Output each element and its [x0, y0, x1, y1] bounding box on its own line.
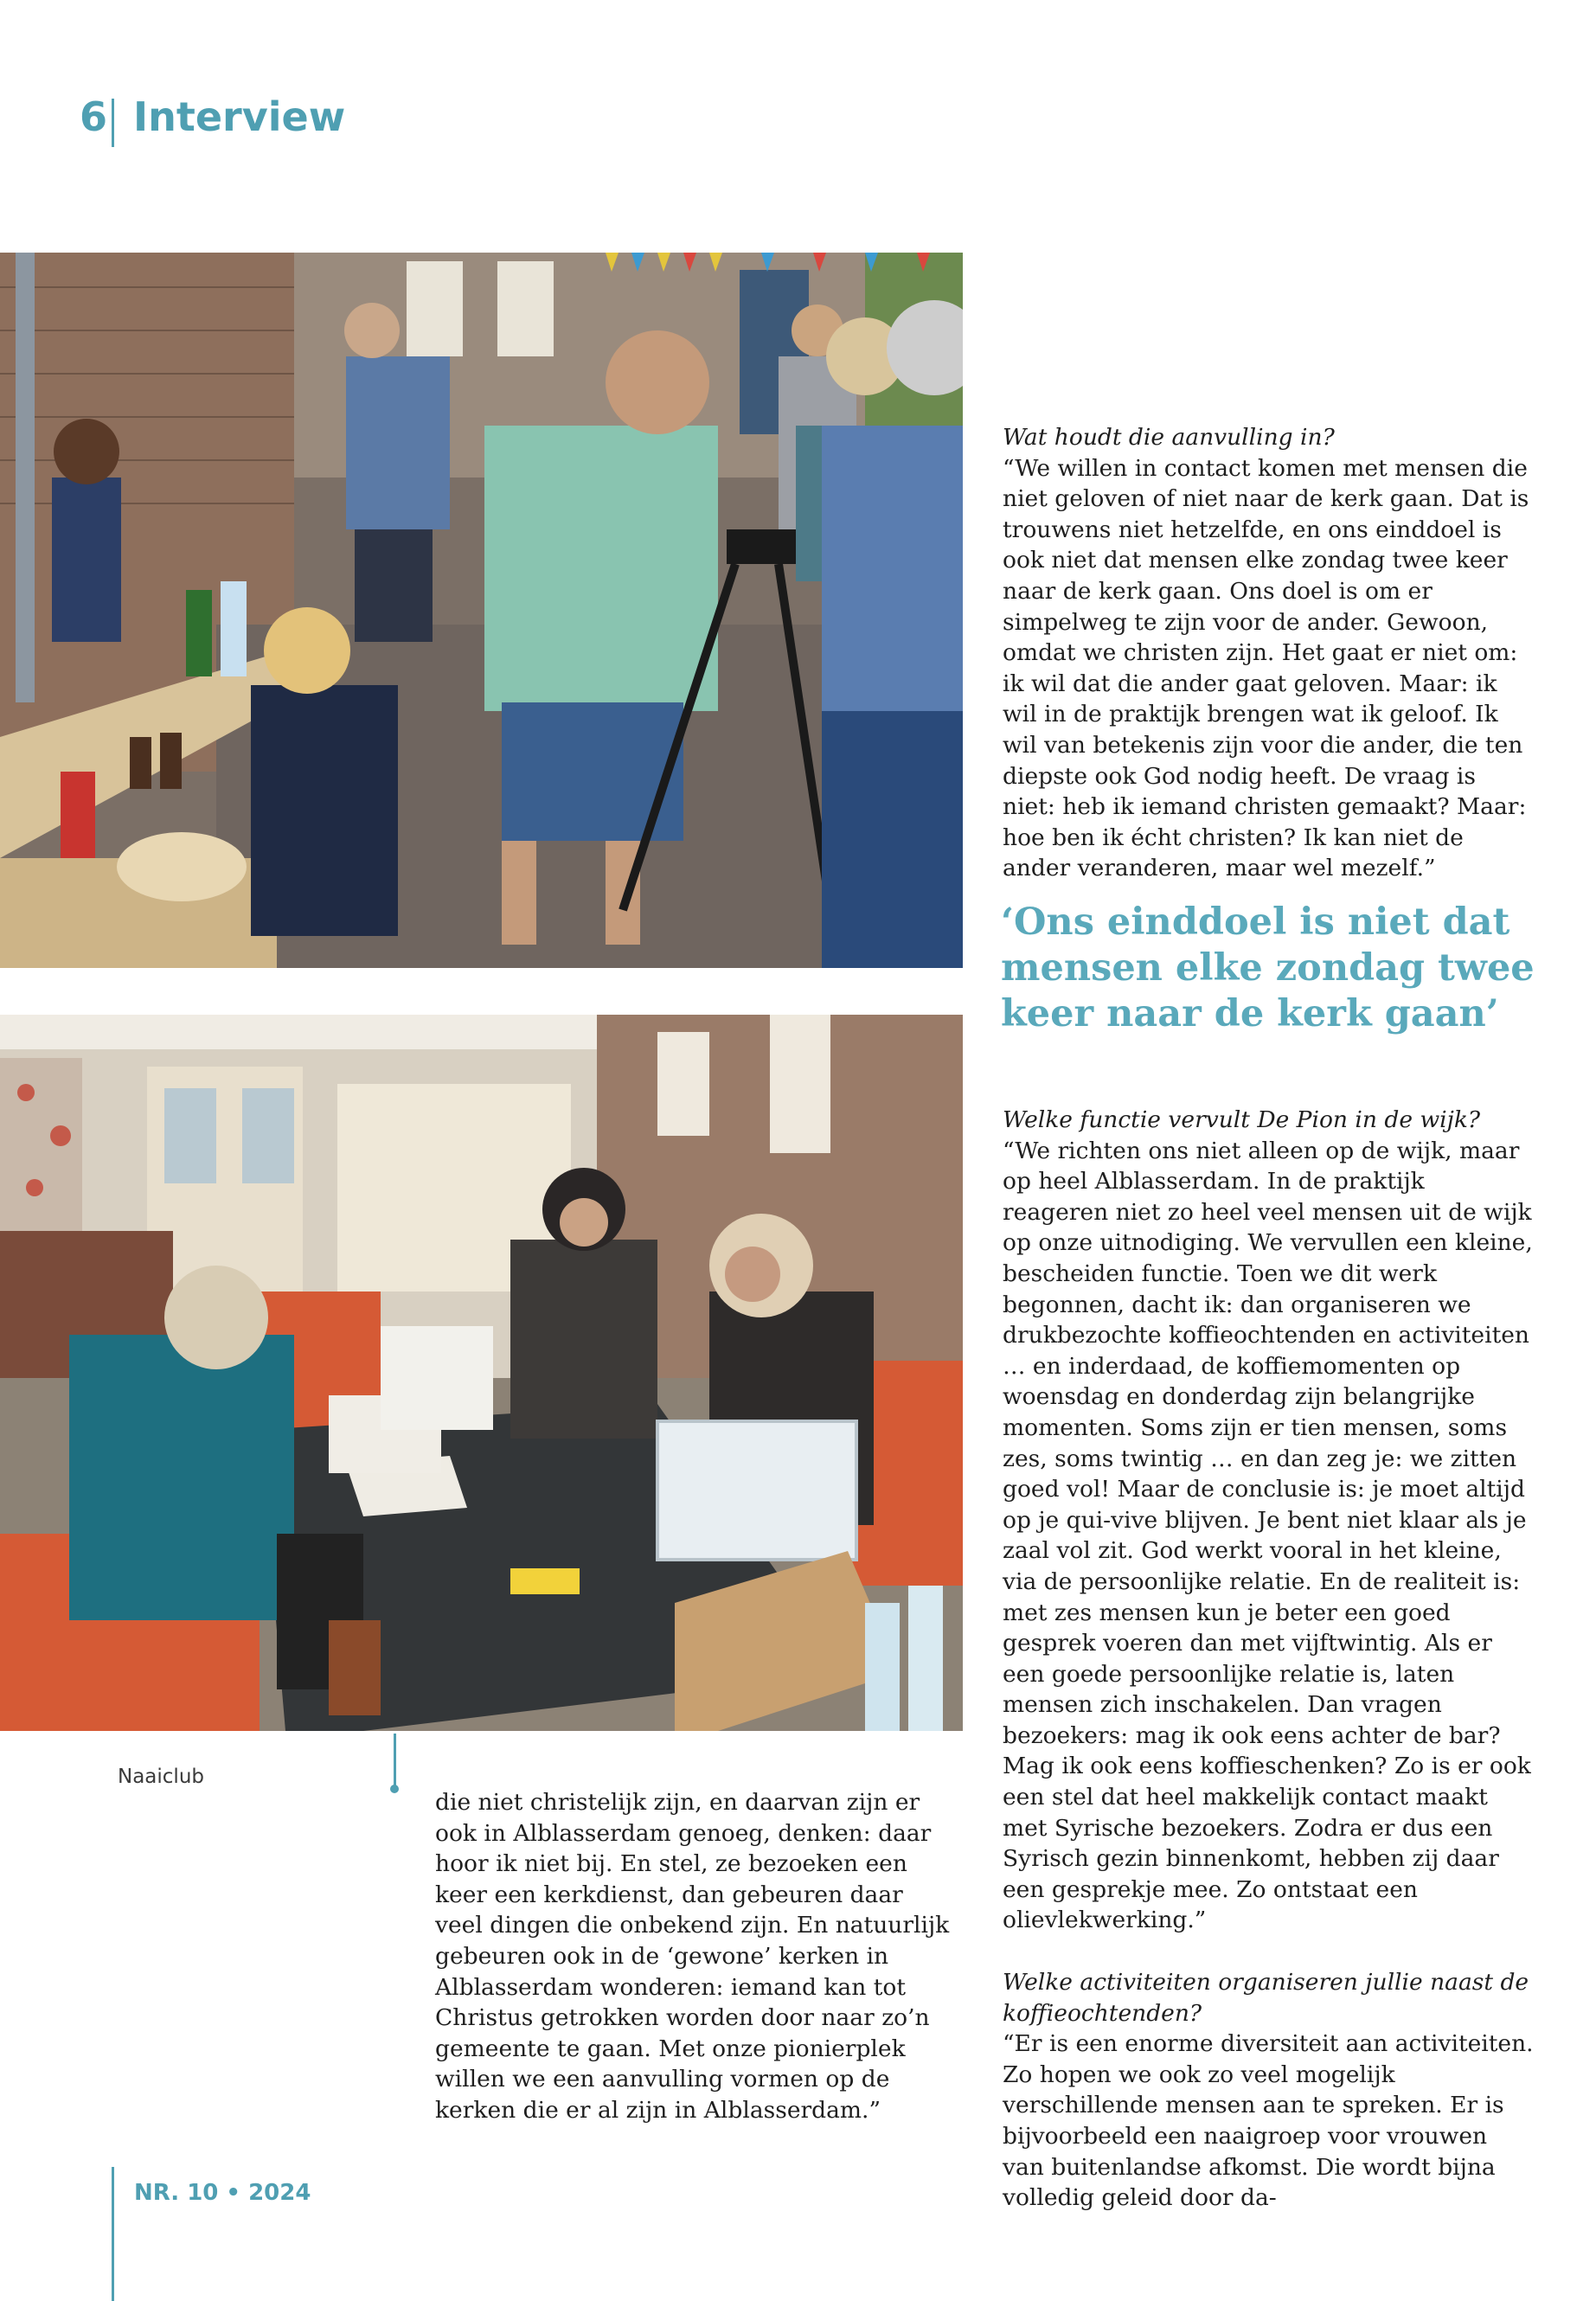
paragraph-gap — [1003, 1936, 1535, 1967]
paragraph: die niet christelijk zijn, en daarvan zijn er ook in Alblasserdam genoeg, denken: daar hoor ik niet bij. En stel, ze bezoeken een keer een kerkdienst, dan gebeuren daar veel dingen die onbekend zijn. En natuurlijk gebeuren ook in de ‘gewone’ kerken in Alblasserdam wonderen: iemand kan tot Christus getrokken worden door naar zo’n gemeente te gaan. Met onze pionierplek willen we een aanvulling vormen op de kerken die er al zijn in Alblasserdam.” — [435, 1789, 950, 2124]
pull-quote: ‘Ons einddoel is niet dat mensen elke zondag twee keer naar de kerk gaan’ — [1001, 901, 1535, 1035]
interview-question: Welke activiteiten organiseren jullie naast de koffieochtenden? — [1003, 1969, 1529, 2027]
interview-question: Wat houdt die aanvulling in? — [1003, 424, 1335, 451]
photo-outdoor-gathering — [0, 253, 963, 968]
header-divider — [112, 99, 114, 147]
article-column-right-top — [1003, 422, 1535, 884]
caption-dot — [390, 1785, 399, 1793]
caption-divider — [394, 1734, 396, 1789]
interview-answer: “We willen in contact komen met mensen die niet geloven of niet naar de kerk gaan. Dat is trouwens niet hetzelfde, en ons einddoel is ook niet dat mensen elke zondag twee keer naar de kerk gaan. Ons doel is om er simpelweg te zijn voor de ander. Gewoon, omdat we christen zijn. Het gaat er niet om: ik wil dat die ander gaat geloven. Maar: ik wil in de praktijk brengen wat ik geloof. Ik wil van betekenis zijn voor die ander, die ten diepste ook God nodig heeft. De vraag is niet: heb ik iemand christen gemaakt? Maar: hoe ben ik écht christen? Ik kan niet de ander veranderen, maar wel mezelf.” — [1003, 454, 1529, 882]
interview-answer: “We richten ons niet alleen op de wijk, maar op heel Alblasserdam. In de praktijk reageren niet zo heel veel mensen uit de wijk op onze uitnodiging. We vervullen een kleine, bescheiden functie. Toen we dit werk begonnen, dacht ik: dan organiseren we drukbezochte koffieochtenden en activiteiten … en inderdaad, de koffiemomenten op woensdag en donderdag zijn belangrijke momenten. Soms zijn er tien mensen, soms zes, soms twintig … en dan zeg je: we zitten goed vol! Maar de conclusie is: je moet altijd op je qui-vive blijven. Je bent niet klaar als je zaal vol zit. God werkt vooral in het kleine, via de persoonlijke relatie. En de realiteit is: met zes mensen kun je beter een goed gesprek voeren dan met vijftwintig. Als er een goede persoonlijke relatie is, laten mensen zich inschakelen. Dan vragen bezoekers: mag ik ook eens achter de bar? Mag ik ook eens koffieschenken? Zo is er ook een stel dat heel makkelijk contact maakt met Syrische bezoekers. Zodra er dus een Syrisch gezin binnenkomt, hebben zij daar een gesprekje mee. Zo ontstaat een olievlekwerking.” — [1003, 1137, 1533, 1934]
footer-divider — [112, 2167, 114, 2301]
page-number: 6 — [80, 93, 108, 140]
article-column-right-bottom — [1003, 1105, 1535, 2214]
photo-sewing-club — [0, 1015, 963, 1731]
interview-answer: “Er is een enorme diversiteit aan activiteiten. Zo hopen we ook zo veel mogelijk verschillende mensen aan te spreken. Er is bijvoorbeeld een naaigroep voor vrouwen van buitenlandse afkomst. Die wordt bijna volledig geleid door da- — [1003, 2030, 1534, 2212]
interview-question: Welke functie vervult De Pion in de wijk? — [1003, 1106, 1481, 1133]
issue-footer: NR. 10 • 2024 — [134, 2180, 311, 2206]
article-column-middle — [435, 1787, 954, 2126]
section-title: Interview — [133, 93, 346, 140]
photo-caption: Naaiclub — [118, 1766, 204, 1788]
